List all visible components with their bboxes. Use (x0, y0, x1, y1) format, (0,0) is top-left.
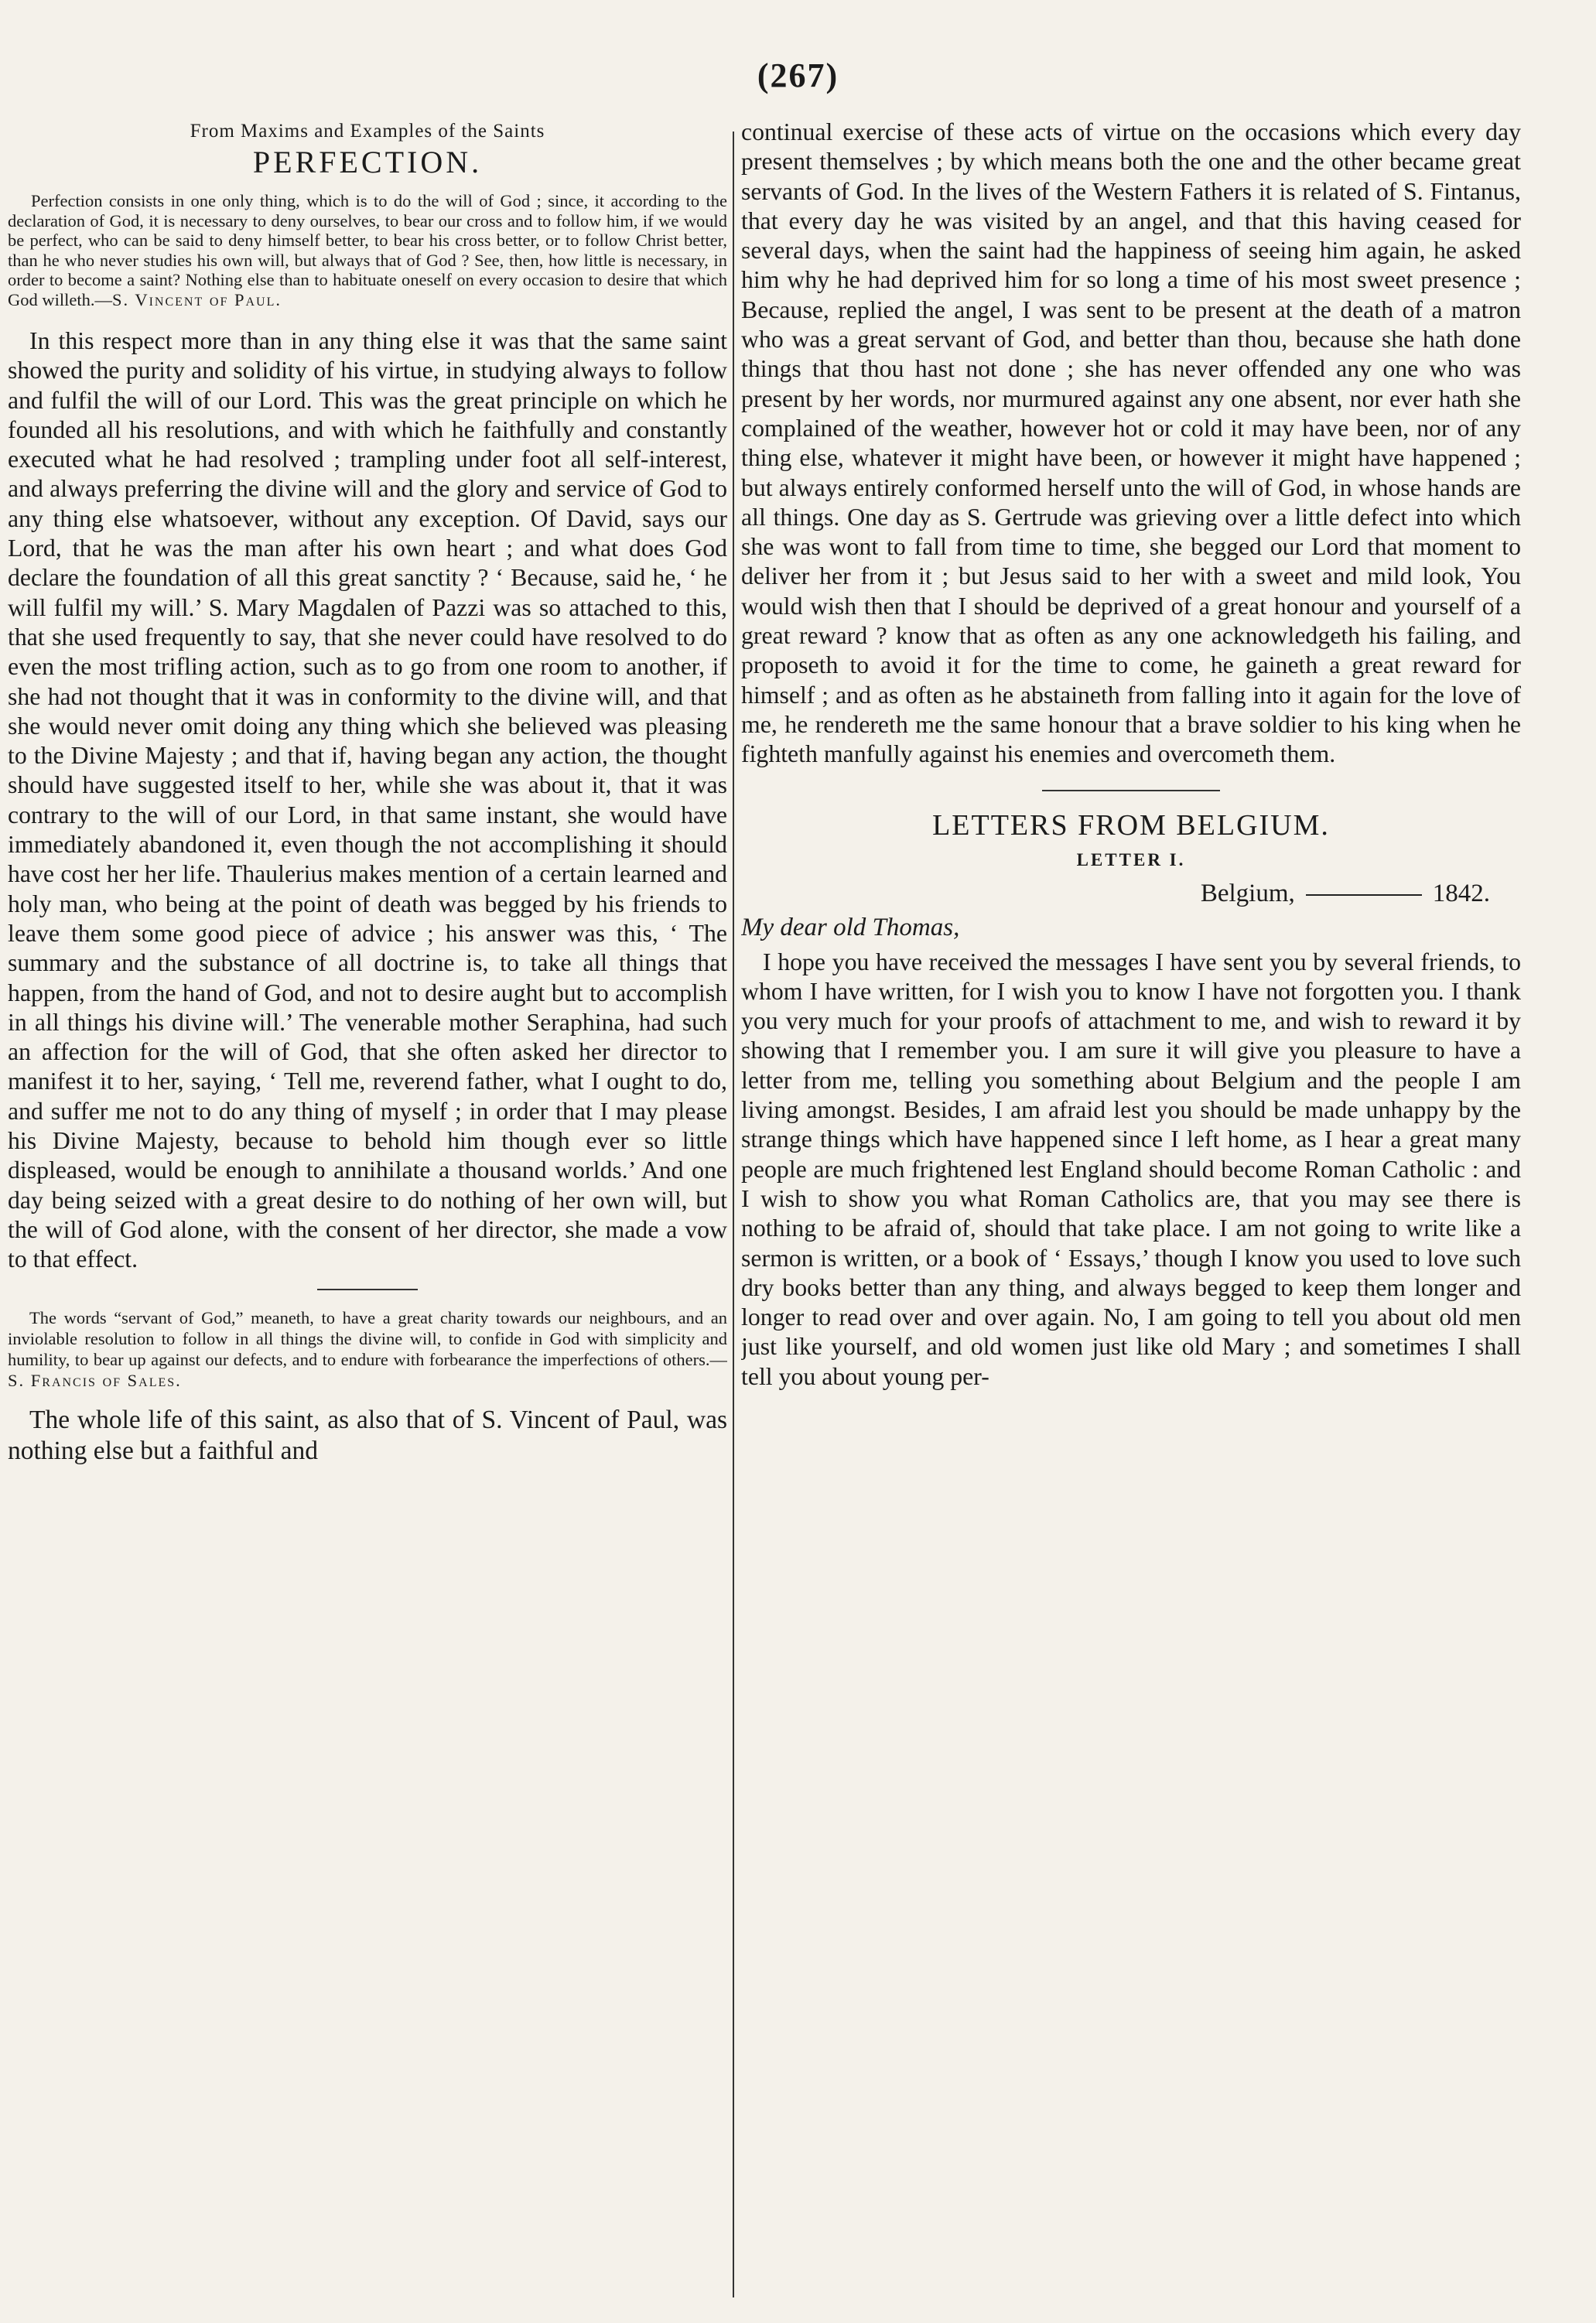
letter-paragraph: I hope you have received the messages I have sent you by several friends, to whom I have written, for I wish you to know I have not forgotten you. I thank you very much for your proofs of attachment to me, and wish to reward it by showing that I remember you. I am sure it will give you pleasure to have a letter from me, telling you something about Belgium and the people I am living amongst. Besides, I am afraid lest you should be made unhappy by the strange things which have happened since I left home, as I hear a great many people are much frightened lest England should become Roman Catholic : and I wish to show you what Roman Catholics are, that you may see there is nothing to be afraid of, should that take place. I am not going to write like a sermon is written, or a book of ‘ Essays,’ though I know you used to love such dry books better than any thing, and always begged to keep them longer and longer to read over and over again. No, I am going to tell you about old men just like yourself, and old women just like old Mary ; and sometimes I shall tell you about young per- (741, 948, 1521, 1390)
source-line: From Maxims and Examples of the Saints (190, 121, 545, 142)
body-paragraph: In this respect more than in any thing else it was that the same saint showed the purity and solidity of his virtue, in studying always to follow and fulfil the will of our Lord. This was the great principle on which he founded all his resolutions, and with which he faithfully and constantly executed what he had resolved ; trampling under foot all self-interest, and always preferring the divine will and the glory and service of God to any thing else whatsoever, without any exception. Of David, says our Lord, that he was the man after his own heart ; and what does God declare the foundation of all this great sanctity ? ‘ Because, said he, ‘ he will fulfil my will.’ S. Mary Magdalen of Pazzi was so attached to this, that she used frequently to say, that she never could have resolved to do even the most trifling action, such as to go from one room to another, if she had not thought that it was in conformity to the divine will, and that she would never omit doing any thing which she believed was pleasing to the Divine Majesty ; and that if, having began any action, the thought should have suggested itself to her, while she was about it, that it was contrary to the will of our Lord, in that same instant, she would have immediately abandoned it, even though the not accomplishing it should have cost her her life. Thaulerius makes mention of a certain learned and holy man, who being at the point of death was begged by his friends to leave them some good piece of advice ; his answer was this, ‘ The summary and the substance of all doctrine is, to take all things that happen, from the hand of God, and not to desire aught but to accomplish in all things his divine will.’ The venerable mother Seraphina, had such an affection for the will of God, that she often asked her director to manifest it to her, saying, ‘ Tell me, reverend father, what I ought to do, and suffer me not to do any thing of myself ; in order that I may please his Divine Majesty, because to behold him though ever so little displeased, would be enough to annihilate a thousand worlds.’ And one day being seized with a great desire to do nothing of her own will, but the will of God alone, with the consent of her director, she made a vow to that effect. (8, 327, 727, 1273)
footnote-paragraph (8, 1307, 727, 1391)
letter-number: LETTER I. (1076, 849, 1186, 869)
right-column (741, 118, 1521, 2307)
continuation-paragraph: continual exercise of these acts of virtue on the occasions which every day present themselves ; by which means both the one and the other became great servants of God. In the lives of the Western Fathers it is related of S. Fintanus, that every day he was visited by an angel, and that this having ceased for several days, when the saint had the happiness of seeing him again, he asked him why he had deprived him for so long a time of his most sweet presence ; Because, replied the angel, I was sent to be present at the death of a matron who was a great servant of God, and better than thou, because she hath done things that thou hast not done ; she has never offended any one who was present by her words, nor murmured against any one absent, nor ever hath she complained of the weather, however hot or cold it may have been, nor of any thing else, whatever it might have been, or however it might have happened ; but always entirely conformed herself unto the will of God, in whose hands are all things. One day as S. Gertrude was grieving over a little defect into which she was wont to fall from time to time, she begged our Lord that moment to deliver her from it ; but Jesus said to her with a sweet and mild look, You would wish then that I should be deprived of a great honour and yourself of a great reward ? know that as often as any one acknowledgeth his failing, and proposeth to avoid it for the time to come, he gaineth a great reward for himself ; and as often as he abstaineth from falling into it again for the love of me, he rendereth me the same honour that a brave soldier to his king when he fighteth manfully against his enemies and overcometh them. (741, 118, 1521, 768)
footnote-text: The words “servant of God,” meaneth, to have a great charity towards our neighbours, and an inviolable resolution to follow in all things the divine will, to confide in God with simplicity and humility, to bear up against our defects, and to endure with forbearance the imperfections of others.— (8, 1307, 727, 1369)
maxim-text: Perfection consists in one only thing, which is to do the will of God ; since, it according to the declaration of God, it is necessary to deny ourselves, to bear our cross and to follow him, if we would be perfect, who can be said to deny himself better, to bear his cross better, or to follow Christ better, than he who never studies his own will, but always that of God ? See, then, how little is necessary, in order to become a saint? Nothing else than to habituate oneself on every occasion to desire that which God willeth.— (8, 191, 727, 309)
section-separator (1042, 790, 1220, 791)
maxim-attribution: S. Vincent of Paul. (112, 289, 282, 309)
column-divider (733, 132, 734, 2297)
dateline (741, 878, 1521, 909)
dateline-year: 1842. (1432, 879, 1490, 907)
footnote-separator (317, 1289, 418, 1290)
maxim-paragraph (8, 191, 727, 309)
footnote-attribution: S. Francis of Sales. (8, 1370, 182, 1390)
dateline-place: Belgium, (1200, 879, 1295, 907)
page-number: (267) (757, 56, 839, 94)
closing-paragraph: The whole life of this saint, as also that of S. Vincent of Paul, was nothing else but a faithful and (8, 1405, 727, 1465)
spacer (8, 309, 727, 326)
section-title: PERFECTION. (252, 145, 483, 179)
salutation: My dear old Thomas, (741, 913, 960, 941)
left-column (8, 118, 727, 2307)
spacer (8, 1391, 727, 1405)
letters-heading: LETTERS FROM BELGIUM. (932, 808, 1330, 842)
dateline-dash (1306, 894, 1422, 896)
